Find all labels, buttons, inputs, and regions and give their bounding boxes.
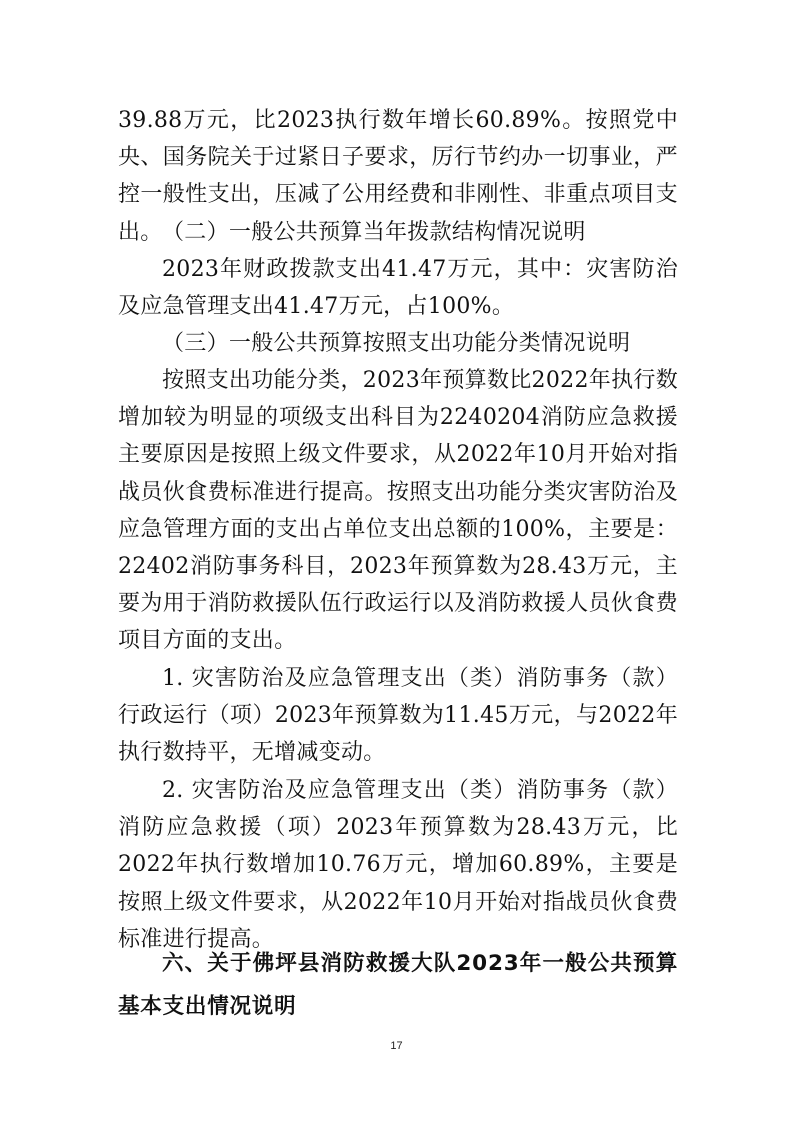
chapter-heading-basic-expenditure: 六、关于佛坪县消防救援大队2023年一般公共预算基本支出情况说明 <box>118 951 678 1019</box>
section-heading-functional-classification: （三）一般公共预算按照支出功能分类情况说明 <box>162 331 631 356</box>
page-number: 17 <box>390 1040 403 1052</box>
paragraph-appropriation-structure: 2023年财政拨款支出41.47万元，其中：灾害防治及应急管理支出41.47万元，占100%。 <box>118 257 678 320</box>
section-heading-appropriation-structure: （二）一般公共预算当年拨款结构情况说明 <box>162 220 586 245</box>
paragraph-functional-classification: 按照支出功能分类，2023年预算数比2022年执行数增加较为明显的项级支出科目为2240204消防应急救援主要原因是按照上级文件要求，从2022年10月开始对指战员伙食费标准进行提高。按照支出功能分类灾害防治及应急管理方面的支出占单位支出总额的100%，主要是：22402消防事务科目，2023年预算数为28.43万元，主要为用于消防救援队伍行政运行以及消防救援人员伙食费项目方面的支出。 <box>118 368 678 654</box>
paragraph-item-emergency-rescue: 2. 灾害防治及应急管理支出（类）消防事务（款）消防应急救援（项）2023年预算数为28.43万元，比2022年执行数增加10.76万元，增加60.89%，主要是按照上级文件要求，从2022年10月开始对指战员伙食费标准进行提高。 <box>118 778 678 952</box>
paragraph-item-administrative-operation: 1. 灾害防治及应急管理支出（类）消防事务（款）行政运行（项）2023年预算数为11.45万元，与2022年执行数持平，无增减变动。 <box>118 666 678 766</box>
paragraph-expenditure-growth: 39.88万元，比2023执行数年增长60.89%。按照党中央、国务院关于过紧日子要求，厉行节约办一切事业，严控一般性支出，压减了公用经费和非刚性、非重点项目支出。 <box>118 108 678 245</box>
